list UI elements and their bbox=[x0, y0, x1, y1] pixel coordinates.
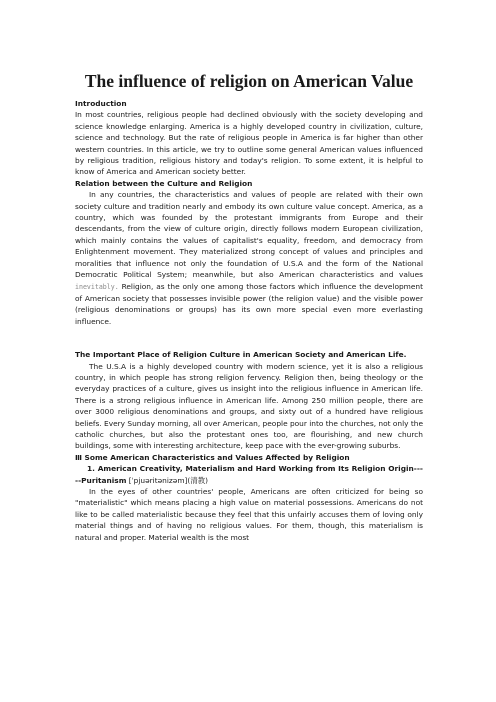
subsection-heading bbox=[75, 463, 423, 486]
document-title: The influence of religion on American Value bbox=[84, 71, 414, 91]
relation-heading: Relation between the Culture and Religion bbox=[75, 178, 253, 188]
religion-place-paragraph: The U.S.A is a highly developed country with modern science, yet it is also a religious country, in which people has strong religion fervency. Religion then, being theology or the everyday practices of a culture, gives us insight into the religious influence in American life. There is a strong religious influence in American life. Among 250 million people, there are over 3000 religious denominations and groups, and sixty out of a hundred have religious beliefs. Every Sunday morning, all over American, people pour into the churches, not only the catholic churches, but also the protestant ones too, are flourishing, and new church buildings, some with interesting architecture, keep pace with the ever-growing suburbs. bbox=[75, 361, 423, 451]
subsection-title: American Creativity, Materialism and Hard Working from Its Religion Origin-----Puritanism bbox=[75, 464, 423, 485]
section-three-heading: Ⅲ Some American Characteristics and Values Affected by Religion bbox=[75, 452, 350, 462]
religion-place-heading: The Important Place of Religion Culture in American Society and American Life. bbox=[75, 350, 407, 360]
materialism-paragraph: In the eyes of other countries' people, Americans are often criticized for being so "materialistic" which means placing a high value on material possessions. Americans do not like to be called materialistic because they feel that this unfairly accuses them of loving only material things and of having no religious values. For them, though, this materialism is natural and proper. Material wealth is the most bbox=[75, 487, 423, 542]
relation-paragraph bbox=[75, 189, 423, 327]
section-spacer bbox=[75, 327, 423, 349]
document-page bbox=[75, 70, 423, 543]
introduction-heading: Introduction bbox=[75, 99, 127, 108]
introduction-paragraph: In most countries, religious people had declined obviously with the society developing and science knowledge enlarging. America is a highly developed country in civilization, culture, science and technology. But the rate of religious people in America is far higher than other western countries. In this article, we try to outline some general American values influenced by religious tradition, religious history and today's religion. To some extent, it is helpful to know of America and American society better. bbox=[75, 110, 423, 177]
relation-text-after: Religion, as the only one among those factors which influence the development of American society that possesses invisible power (the religion value) and the visible power (religious denominations or groups) has its own more special even more everlasting influence. bbox=[75, 281, 423, 326]
subsection-number: 1. bbox=[87, 464, 95, 474]
puritanism-pronunciation: [ˈpjuəritənizəm](清教) bbox=[126, 475, 208, 485]
relation-inevitably: inevitably. bbox=[75, 282, 119, 291]
relation-text-before: In any countries, the characteristics and values of people are related with their own society culture and tradition nearly and embody its own culture value concept. America, as a country, which was founded by the protestant immigrants from Europe and their descendants, from the view of culture origin, directly follows modern European civilization, which mainly contains the values of capitalist's equality, freedom, and democracy from Enlightenment movement. They materialized strong concept of values and principles and moralities that influence not only the foundation of U.S.A and the form of the National Democratic Political System; meanwhile, but also American characteristics and values bbox=[75, 190, 423, 280]
